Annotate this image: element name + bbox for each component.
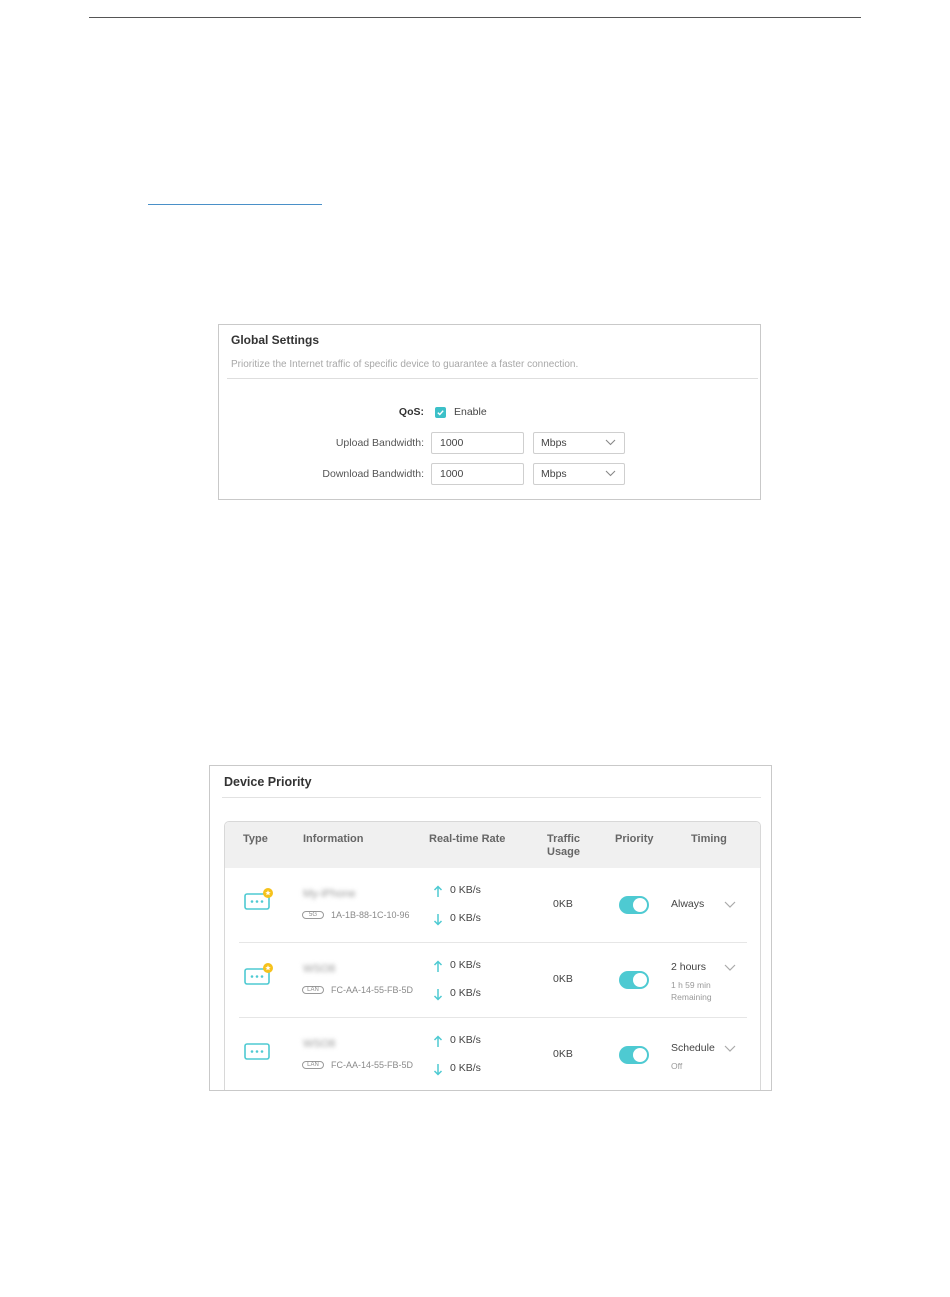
connection-badge: LAN bbox=[302, 1061, 324, 1069]
connection-badge: 5G bbox=[302, 911, 324, 919]
timing-value: Schedule bbox=[671, 1042, 715, 1054]
upload-rate: 0 KB/s bbox=[450, 1034, 481, 1046]
global-settings-panel bbox=[218, 324, 761, 500]
toggle-knob bbox=[633, 898, 647, 912]
arrow-down-icon bbox=[433, 1063, 443, 1076]
download-rate: 0 KB/s bbox=[450, 912, 481, 924]
column-information: Information bbox=[303, 833, 364, 845]
traffic-usage: 0KB bbox=[553, 898, 573, 910]
device-icon bbox=[243, 888, 273, 912]
device-priority-title: Device Priority bbox=[224, 775, 312, 789]
upload-rate: 0 KB/s bbox=[450, 884, 481, 896]
download-unit-select[interactable] bbox=[533, 463, 625, 485]
timing-remaining: 1 h 59 min bbox=[671, 980, 711, 990]
device-icon bbox=[243, 1038, 273, 1062]
timing-value: Always bbox=[671, 898, 705, 910]
device-mac: FC-AA-14-55-FB-5D bbox=[331, 1060, 414, 1070]
upload-bandwidth-input[interactable]: 1000 bbox=[431, 432, 524, 454]
chevron-down-icon[interactable] bbox=[724, 901, 736, 908]
page-top-rule bbox=[89, 17, 861, 18]
upload-unit-select[interactable] bbox=[533, 432, 625, 454]
chevron-down-icon bbox=[605, 439, 616, 446]
row-divider bbox=[239, 942, 747, 943]
table-header bbox=[225, 822, 760, 868]
divider bbox=[222, 797, 761, 798]
connection-badge: LAN bbox=[302, 986, 324, 994]
download-bandwidth-input[interactable]: 1000 bbox=[431, 463, 524, 485]
download-rate: 0 KB/s bbox=[450, 987, 481, 999]
arrow-up-icon bbox=[433, 1035, 443, 1048]
device-mac: FC-AA-14-55-FB-5D bbox=[331, 985, 414, 995]
timing-status: Off bbox=[671, 1061, 683, 1071]
chevron-down-icon[interactable] bbox=[724, 964, 736, 971]
device-name: WSO8 bbox=[303, 1038, 336, 1050]
column-rate: Real-time Rate bbox=[429, 833, 506, 845]
qos-label: QoS: bbox=[398, 406, 424, 418]
priority-toggle[interactable] bbox=[619, 896, 649, 914]
column-usage-line1: Traffic bbox=[547, 833, 581, 845]
device-mac: 1A-1B-88-1C-10-96 bbox=[331, 910, 410, 920]
column-usage-line2: Usage bbox=[547, 846, 581, 858]
download-bandwidth-label: Download Bandwidth: bbox=[322, 468, 424, 480]
toggle-knob bbox=[633, 973, 647, 987]
global-settings-title: Global Settings bbox=[231, 333, 320, 347]
arrow-up-icon bbox=[433, 885, 443, 898]
arrow-down-icon bbox=[433, 913, 443, 926]
device-table bbox=[224, 821, 761, 1091]
traffic-usage: 0KB bbox=[553, 973, 573, 985]
upload-rate: 0 KB/s bbox=[450, 959, 481, 971]
timing-remaining-label: Remaining bbox=[671, 992, 712, 1002]
upload-bandwidth-label: Upload Bandwidth: bbox=[335, 437, 424, 449]
device-icon bbox=[243, 963, 273, 987]
arrow-up-icon bbox=[433, 960, 443, 973]
checkmark-icon bbox=[436, 408, 445, 417]
device-name: My-iPhone bbox=[303, 888, 356, 900]
priority-toggle[interactable] bbox=[619, 971, 649, 989]
upload-unit-value: Mbps bbox=[541, 437, 567, 449]
column-type: Type bbox=[243, 833, 268, 845]
arrow-down-icon bbox=[433, 988, 443, 1001]
download-unit-value: Mbps bbox=[541, 468, 567, 480]
link-underline[interactable] bbox=[148, 204, 322, 205]
column-priority: Priority bbox=[615, 833, 654, 845]
traffic-usage: 0KB bbox=[553, 1048, 573, 1060]
chevron-down-icon bbox=[605, 470, 616, 477]
qos-enable-checkbox[interactable] bbox=[435, 407, 446, 418]
toggle-knob bbox=[633, 1048, 647, 1062]
chevron-down-icon[interactable] bbox=[724, 1045, 736, 1052]
divider bbox=[227, 378, 758, 379]
global-settings-description: Prioritize the Internet traffic of specific device to guarantee a faster connection. bbox=[231, 359, 579, 370]
device-name: WSO8 bbox=[303, 963, 336, 975]
qos-enable-label: Enable bbox=[454, 406, 487, 418]
timing-value: 2 hours bbox=[671, 961, 707, 973]
priority-toggle[interactable] bbox=[619, 1046, 649, 1064]
row-divider bbox=[239, 1017, 747, 1018]
device-priority-panel bbox=[209, 765, 772, 1091]
column-timing: Timing bbox=[691, 833, 727, 845]
download-rate: 0 KB/s bbox=[450, 1062, 481, 1074]
